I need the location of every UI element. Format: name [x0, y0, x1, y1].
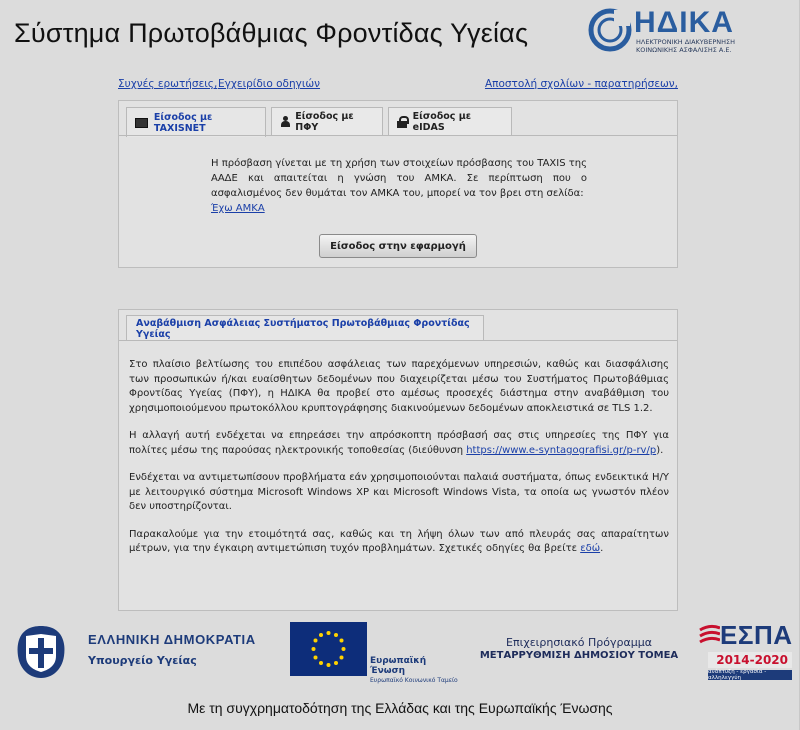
top-links	[118, 78, 678, 94]
tab-label: Είσοδος με eIDAS	[412, 110, 472, 133]
tab-label: Είσοδος με ΠΦΥ	[295, 110, 354, 133]
tab-taxisnet[interactable]	[126, 107, 266, 137]
tab-pfy[interactable]	[271, 107, 383, 135]
notice-text: .	[600, 543, 604, 554]
tab-eidas[interactable]	[388, 107, 512, 135]
feedback-link[interactable]: Αποστολή σχολίων - παρατηρήσεων,	[484, 78, 678, 90]
cofunding-notice: Με τη συγχρηματοδότηση της Ελλάδας και της Ευρωπαϊκής Ένωσης	[187, 700, 613, 716]
monitor-icon	[135, 118, 148, 128]
footer-logos	[0, 618, 800, 688]
amka-link[interactable]: Έχω ΑΜΚΑ	[211, 203, 265, 214]
notice-text: Παρακαλούμε για την ετοιμότητά σας, καθώς και τη λήψη όλων των από πλευράς σας απαραίτητων μέτρων, για την έγκαιρη αντιμετώπιση τυχόν προβλημάτων. Σχετικές οδηγίες θα βρείτε	[129, 528, 669, 554]
espa-years: 2014-2020	[708, 652, 792, 668]
eu-flag-icon	[290, 622, 367, 676]
espa-tagline: ανάπτυξη - εργασία - αλληλεγγύη	[708, 670, 792, 680]
ministry-title: Υπουργείο Υγείας	[88, 654, 197, 667]
notice-paragraph: Ενδέχεται να αντιμετωπίσουν προβλήματα εάν χρησιμοποιούνται παλαιά συστήματα, όπως ενδεικτικά Η/Υ με λειτουργικό σύστημα Microsoft Windows XP και Microsoft Windows Vista, τα οποία ως γνωστόν πλέον δεν υποστηρίζονται.	[129, 472, 669, 512]
hellenic-republic-title: ΕΛΛΗΝΙΚΗ ΔΗΜΟΚΡΑΤΙΑ	[88, 632, 256, 647]
instructions-link[interactable]: εδώ	[580, 543, 601, 554]
login-button[interactable]: Είσοδος στην εφαρμογή	[319, 234, 477, 258]
notice-paragraph	[129, 429, 669, 458]
app-title: Σύστημα Πρωτοβάθμιας Φροντίδας Υγείας	[14, 18, 529, 48]
idika-logo-word: ΗΔΙΚΑ	[634, 6, 734, 39]
faq-link[interactable]: Συχνές ερωτήσεις,	[118, 78, 218, 90]
notice-text: ).	[656, 444, 664, 456]
idika-logo-icon	[588, 8, 632, 52]
op-program-line2: ΜΕΤΑΡΡΥΘΜΙΣΗ ΔΗΜΟΣΙΟΥ ΤΟΜΕΑ	[479, 650, 679, 661]
lock-icon	[397, 116, 407, 128]
notice-text: Η αλλαγή αυτή ενδέχεται να επηρεάσει την απρόσκοπτη πρόσβασή σας στις υπηρεσίες της ΠΦΥ για πολίτες μέσω της παρούσας ηλεκτρονικής τοποθεσίας (διεύθυνση	[129, 430, 669, 456]
eu-subtitle: Ευρωπαϊκό Κοινωνικό Ταμείο	[370, 677, 458, 684]
espa-swoosh-icon	[698, 624, 720, 648]
e-syntagografisi-link[interactable]: https://www.e-syntagografisi.gr/p-rv/p	[466, 444, 657, 456]
op-program-line1: Επιχειρησιακό Πρόγραμμα	[506, 636, 652, 649]
tabs-divider	[119, 135, 677, 136]
tab-label: Είσοδος με TAXISNET	[153, 111, 213, 134]
operational-program	[470, 636, 688, 662]
login-description	[211, 156, 587, 216]
greek-emblem-icon	[10, 622, 72, 682]
security-notice	[129, 358, 669, 570]
login-text: Η πρόσβαση γίνεται με τη χρήση των στοιχείων πρόσβασης του TAXIS της ΑΑΔΕ και απαιτείται η γνώση του ΑΜΚΑ. Σε περίπτωση που ο ασφαλισμένος δεν θυμάται τον ΑΜΚΑ του, μπορεί να τον βρει στη σελίδα:	[211, 158, 587, 199]
security-panel	[118, 309, 678, 611]
tabs-divider	[119, 340, 677, 341]
notice-paragraph	[129, 528, 669, 557]
espa-word: ΕΣΠΑ	[720, 620, 793, 650]
login-panel	[118, 100, 678, 268]
tab-security-upgrade[interactable]: Αναβάθμιση Ασφάλειας Συστήματος Πρωτοβάθμιας Φροντίδας Υγείας	[126, 315, 484, 341]
idika-logo[interactable]	[588, 6, 748, 56]
notice-paragraph: Στο πλαίσιο βελτίωσης του επιπέδου ασφάλειας των παρεχόμενων υπηρεσιών, καθώς και διασφάλισης των προσωπικών ή/και ευαίσθητων δεδομένων που διαχειρίζεται μέσω του Συστήματος Πρωτοβάθμιας Φροντίδας Υγείας (ΠΦΥ), η ΗΔΙΚΑ θα προβεί στο αμέσως προσεχές διάστημα στην αναβάθμιση του χρησιμοποιούμενου πρωτοκόλλου κρυπτογράφησης διακινούμενων δεδομένων αποκλειστικά σε TLS 1.2.	[129, 359, 669, 414]
idika-logo-subtitle: ΗΛΕΚΤΡΟΝΙΚΗ ΔΙΑΚΥΒΕΡΝΗΣΗ ΚΟΙΝΩΝΙΚΗΣ ΑΣΦΑΛΙΣΗΣ Α.Ε.	[636, 38, 735, 54]
eu-title: Ευρωπαϊκή Ένωση	[370, 656, 427, 676]
user-icon	[280, 116, 289, 127]
eu-label	[370, 656, 460, 686]
manual-link[interactable]: Εγχειρίδιο οδηγιών	[218, 78, 321, 90]
espa-logo	[698, 620, 794, 684]
